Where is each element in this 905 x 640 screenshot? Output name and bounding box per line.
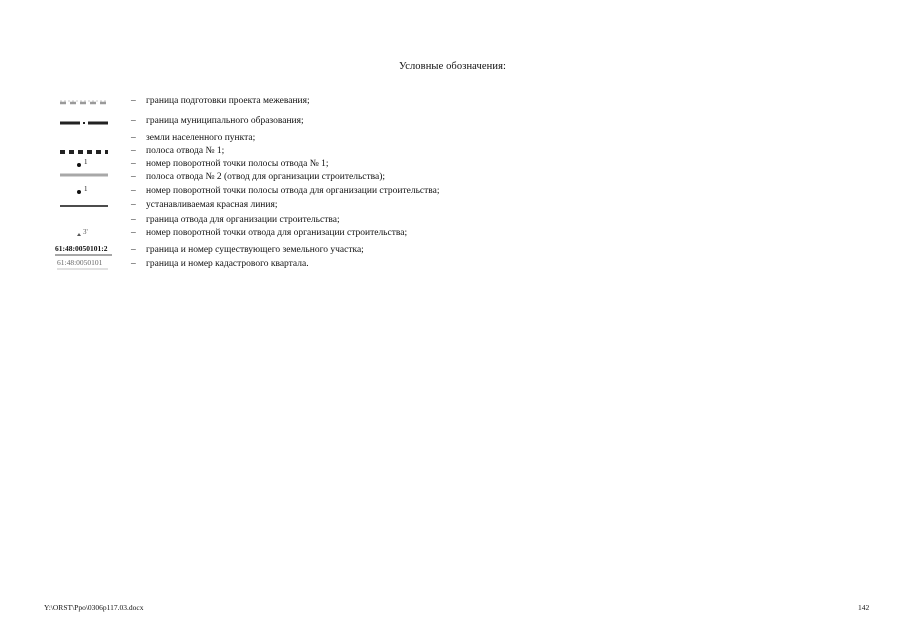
legend-text: граница и номер кадастрового квартала. xyxy=(146,259,309,269)
point-marker-icon xyxy=(52,158,120,170)
legend-row xyxy=(0,199,905,211)
legend-text: граница и номер существующего земельного участка; xyxy=(146,245,364,255)
cadastral-quarter-label: 61:48:0050101 xyxy=(57,258,103,267)
separator: – xyxy=(131,159,136,169)
point-label: 1 xyxy=(84,185,88,193)
triangle-point-icon xyxy=(52,227,120,239)
legend-row xyxy=(0,185,905,197)
legend-text: земли населенного пункта; xyxy=(146,133,256,143)
separator: – xyxy=(131,245,136,255)
red-line-symbol xyxy=(52,199,120,211)
separator: – xyxy=(131,96,136,106)
legend-text: устанавливаемая красная линия; xyxy=(146,200,278,210)
legend-text: граница муниципального образования; xyxy=(146,116,304,126)
legend-row xyxy=(0,258,905,270)
legend-text: номер поворотной точки полосы отвода № 1; xyxy=(146,159,329,169)
settlement-lands-symbol xyxy=(52,132,120,144)
separator: – xyxy=(131,215,136,225)
legend-row xyxy=(0,145,905,157)
legend-row xyxy=(0,158,905,170)
separator: – xyxy=(131,172,136,182)
legend-row xyxy=(0,95,905,107)
legend-text: граница отвода для организации строительства; xyxy=(146,215,340,225)
separator: – xyxy=(131,116,136,126)
separator: – xyxy=(131,186,136,196)
separator: – xyxy=(131,200,136,210)
cadastral-parcel-label: 61:48:0050101:2 xyxy=(55,244,108,253)
separator: – xyxy=(131,228,136,238)
municipal-boundary-symbol xyxy=(52,115,120,127)
cadastral-parcel-symbol xyxy=(52,244,120,256)
legend-text: номер поворотной точки полосы отвода для организации строительства; xyxy=(146,186,440,196)
separator: – xyxy=(131,259,136,269)
cadastral-quarter-symbol xyxy=(52,258,120,270)
separator: – xyxy=(131,146,136,156)
project-boundary-symbol xyxy=(52,95,120,107)
footer-page-number: 142 xyxy=(858,603,870,612)
footer-file-path: Y:\ORST\Ppo\0306p117.03.docx xyxy=(44,603,144,612)
right-of-way-1-symbol xyxy=(52,145,120,157)
legend-text: полоса отвода № 2 (отвод для организации строительства); xyxy=(146,172,386,182)
legend-row xyxy=(0,132,905,144)
right-of-way-2-symbol xyxy=(52,171,120,183)
point-label: 1 xyxy=(84,158,88,166)
legend-row xyxy=(0,115,905,127)
legend xyxy=(0,0,905,300)
legend-text: номер поворотной точки отвода для организации строительства; xyxy=(146,228,408,238)
legend-row xyxy=(0,244,905,256)
separator: – xyxy=(131,133,136,143)
legend-row xyxy=(0,214,905,226)
legend-text: граница подготовки проекта межевания; xyxy=(146,96,310,106)
construction-boundary-symbol xyxy=(52,214,120,226)
point-marker-icon xyxy=(52,185,120,197)
legend-text: полоса отвода № 1; xyxy=(146,146,225,156)
legend-row xyxy=(0,171,905,183)
legend-row xyxy=(0,227,905,239)
legend-title: Условные обозначения: xyxy=(398,61,507,72)
point-label: 3' xyxy=(83,228,88,236)
